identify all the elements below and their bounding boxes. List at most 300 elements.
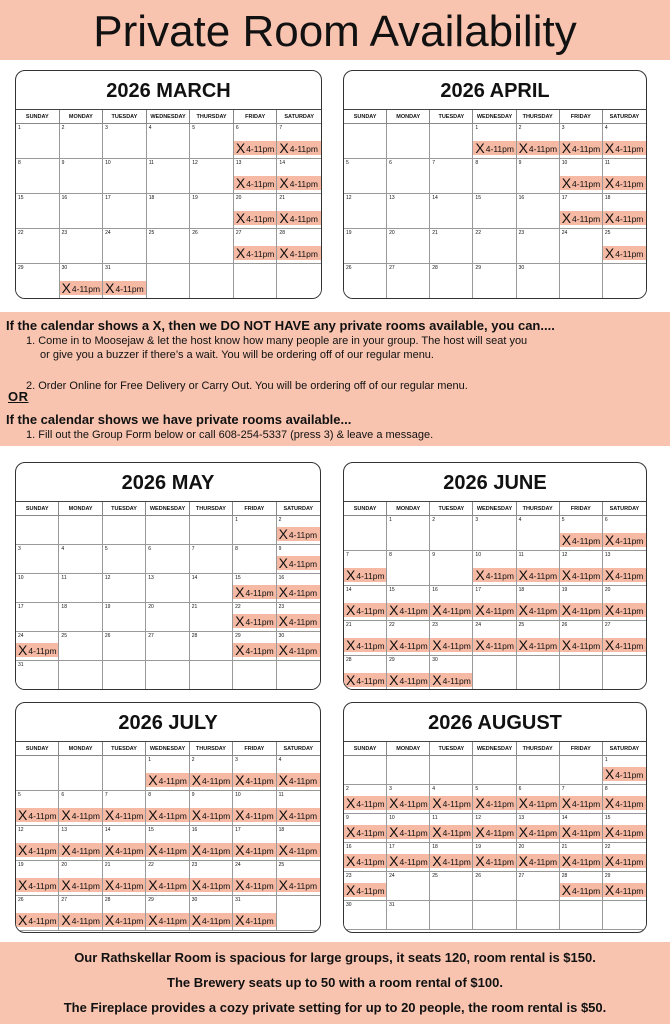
x-mark-icon: X <box>279 140 289 156</box>
calendar-day <box>344 586 387 621</box>
x-mark-icon: X <box>561 853 572 869</box>
x-mark-icon: X <box>432 853 442 869</box>
calendar-day <box>344 814 387 843</box>
calendar-day <box>387 264 430 299</box>
booked-time: 4-11pm <box>615 828 644 838</box>
booked-time: 4-11pm <box>572 641 601 651</box>
booked-time: 4-11pm <box>71 284 101 294</box>
day-number: 18 <box>518 587 525 593</box>
day-number: 18 <box>432 844 438 850</box>
day-number: 29 <box>475 265 481 271</box>
calendar-day <box>16 896 59 931</box>
booked-tag <box>146 913 188 927</box>
calendar-day <box>190 574 233 603</box>
booked-tag <box>146 878 188 892</box>
x-mark-icon: X <box>346 567 356 583</box>
x-mark-icon: X <box>604 766 615 782</box>
booked-time: 4-11pm <box>202 811 231 821</box>
calendar-grid <box>344 109 646 299</box>
day-number: 6 <box>604 517 608 523</box>
calendar-empty-cell <box>517 756 560 785</box>
booked-time: 4-11pm <box>485 144 514 154</box>
booked-tag <box>234 141 277 155</box>
booked-time: 4-11pm <box>115 916 144 926</box>
booked-time: 4-11pm <box>485 799 514 809</box>
calendar-empty-cell <box>603 264 646 299</box>
day-number: 1 <box>18 125 21 131</box>
day-number: 16 <box>518 195 525 201</box>
x-mark-icon: X <box>279 245 289 261</box>
day-number: 15 <box>18 195 24 201</box>
booked-tag <box>603 568 646 582</box>
availability-instructions <box>0 312 670 446</box>
booked-time: 4-11pm <box>158 916 187 926</box>
calendar-day <box>430 656 473 690</box>
calendar-day <box>103 264 147 299</box>
day-number: 20 <box>235 195 242 201</box>
booked-tag <box>234 246 277 260</box>
calendar-day <box>147 124 191 159</box>
calendar-day <box>473 516 516 551</box>
calendar-day <box>277 791 320 826</box>
booked-tag <box>233 585 275 599</box>
booked-tag <box>387 825 429 839</box>
calendar-day <box>344 656 387 690</box>
calendar-day <box>430 814 473 843</box>
booked-time: 4-11pm <box>158 881 187 891</box>
day-number: 20 <box>389 230 395 236</box>
fireplace-room-info: The Fireplace provides a cozy private setting for up to 20 people, the room rental is $50. <box>63 1000 607 1015</box>
calendar-day <box>473 264 516 299</box>
calendar-day <box>473 229 516 264</box>
calendar-day <box>517 159 560 194</box>
booked-time: 4-11pm <box>245 811 274 821</box>
calendar-day <box>560 785 603 814</box>
booked-tag <box>603 854 646 868</box>
day-number: 26 <box>104 633 111 639</box>
weekday-header: SUNDAY <box>344 110 387 124</box>
booked-tag <box>344 638 386 652</box>
calendar-empty-cell <box>430 901 473 930</box>
calendar-day <box>234 159 278 194</box>
booked-tag <box>517 141 559 155</box>
calendar-day <box>387 194 430 229</box>
calendar-day <box>16 574 59 603</box>
booked-time: 4-11pm <box>615 886 644 896</box>
booked-time: 4-11pm <box>442 606 471 616</box>
calendar-day <box>147 159 191 194</box>
booked-time: 4-11pm <box>528 828 558 838</box>
booked-tag <box>603 883 646 897</box>
booked-tag <box>473 854 515 868</box>
x-mark-icon: X <box>278 584 288 600</box>
booked-tag <box>473 638 515 652</box>
calendar-empty-cell <box>344 756 387 785</box>
day-number: 29 <box>18 265 24 271</box>
booked-tag <box>344 883 386 897</box>
booked-time: 4-11pm <box>442 676 471 686</box>
x-mark-icon: X <box>604 567 615 583</box>
x-mark-icon: X <box>518 824 528 840</box>
x-mark-icon: X <box>278 877 288 893</box>
booked-tag <box>344 854 386 868</box>
calendar-day <box>103 159 147 194</box>
x-mark-icon: X <box>346 824 356 840</box>
x-mark-icon: X <box>432 672 442 688</box>
day-number: 5 <box>475 786 479 792</box>
booked-tag <box>277 556 320 570</box>
booked-time: 4-11pm <box>202 776 231 786</box>
calendar-day <box>190 194 234 229</box>
calendar-day <box>59 632 102 661</box>
x-mark-icon: X <box>604 175 615 191</box>
calendar-day <box>277 603 320 632</box>
calendar-day <box>16 603 59 632</box>
calendar-day <box>430 843 473 872</box>
calendar-empty-cell <box>560 901 603 930</box>
booked-tag <box>59 808 101 822</box>
booked-tag <box>277 808 320 822</box>
calendar-day <box>603 194 646 229</box>
day-number: 15 <box>604 815 611 821</box>
booked-tag <box>233 878 275 892</box>
day-number: 4 <box>518 517 522 523</box>
booked-tag <box>387 796 429 810</box>
x-mark-icon: X <box>475 795 485 811</box>
booked-time: 4-11pm <box>289 214 318 224</box>
day-number: 17 <box>389 844 395 850</box>
day-number: 14 <box>346 587 352 593</box>
weekday-header: TUESDAY <box>103 502 146 516</box>
calendar-day <box>560 586 603 621</box>
booked-tag <box>16 643 58 657</box>
day-number: 16 <box>191 827 198 833</box>
booked-time: 4-11pm <box>528 641 558 651</box>
calendar-day <box>344 901 387 930</box>
booked-time: 4-11pm <box>356 886 385 896</box>
x-mark-icon: X <box>604 637 615 653</box>
day-number: 31 <box>18 662 24 668</box>
calendar-day <box>344 872 387 901</box>
day-number: 28 <box>561 873 568 879</box>
page-title: Private Room Availability <box>93 7 577 56</box>
calendar-day <box>430 586 473 621</box>
day-number: 11 <box>278 792 284 798</box>
x-mark-icon: X <box>191 842 202 858</box>
booked-tag <box>517 638 559 652</box>
x-mark-icon: X <box>346 637 356 653</box>
booked-tag <box>560 211 602 225</box>
day-number: 30 <box>432 657 438 663</box>
calendar-day <box>430 621 473 656</box>
day-number: 7 <box>432 160 436 166</box>
day-number: 6 <box>235 125 239 131</box>
calendar-day <box>517 264 560 299</box>
calendar-day <box>473 586 516 621</box>
booked-time: 4-11pm <box>28 846 57 856</box>
booked-tag <box>277 141 321 155</box>
day-number: 17 <box>561 195 568 201</box>
booked-time: 4-11pm <box>615 571 644 581</box>
booked-time: 4-11pm <box>399 857 428 867</box>
calendar-day <box>233 603 276 632</box>
day-number: 20 <box>61 862 67 868</box>
booked-tag <box>560 141 602 155</box>
calendar-day <box>16 229 60 264</box>
x-mark-icon: X <box>475 602 485 618</box>
room-rental-info <box>0 942 670 1024</box>
calendar-august <box>343 702 647 933</box>
calendar-day <box>344 264 387 299</box>
day-number: 16 <box>278 575 285 581</box>
calendar-day <box>387 229 430 264</box>
booked-time: 4-11pm <box>245 776 274 786</box>
calendar-day <box>387 814 430 843</box>
booked-time: 4-11pm <box>615 641 644 651</box>
calendar-day <box>473 194 516 229</box>
day-number: 30 <box>191 897 198 903</box>
booked-tag <box>560 825 602 839</box>
calendar-day <box>60 159 104 194</box>
weekday-header: SATURDAY <box>603 110 646 124</box>
day-number: 2 <box>191 757 195 763</box>
calendar-day <box>430 229 473 264</box>
x-mark-icon: X <box>561 637 572 653</box>
heading-rooms-available: If the calendar shows we have private rooms available... <box>6 412 352 427</box>
day-number: 31 <box>389 902 395 908</box>
booked-time: 4-11pm <box>246 179 275 189</box>
day-number: 25 <box>278 862 285 868</box>
booked-time: 4-11pm <box>399 641 428 651</box>
calendar-day <box>387 656 430 690</box>
day-number: 16 <box>61 195 68 201</box>
booked-tag <box>603 825 646 839</box>
day-number: 6 <box>61 792 65 798</box>
day-number: 19 <box>561 587 568 593</box>
calendar-title: 2026 JULY <box>118 712 218 734</box>
x-mark-icon: X <box>148 877 158 893</box>
booked-time: 4-11pm <box>572 886 601 896</box>
day-number: 27 <box>148 633 154 639</box>
calendar-empty-cell <box>234 264 278 299</box>
booked-tag <box>103 878 145 892</box>
booked-tag <box>560 568 602 582</box>
day-number: 20 <box>518 844 525 850</box>
x-mark-icon: X <box>235 613 245 629</box>
calendar-june <box>343 462 647 690</box>
x-mark-icon: X <box>105 280 115 296</box>
calendar-empty-cell <box>16 516 59 545</box>
day-number: 7 <box>191 546 195 552</box>
calendar-day <box>277 756 320 791</box>
x-mark-icon: X <box>346 882 356 898</box>
day-number: 24 <box>475 622 481 628</box>
x-mark-icon: X <box>346 795 356 811</box>
weekday-header: MONDAY <box>387 502 430 516</box>
calendar-day <box>103 124 147 159</box>
weekday-header: THURSDAY <box>190 502 233 516</box>
booked-time: 4-11pm <box>158 776 187 786</box>
booked-tag <box>190 808 232 822</box>
booked-tag <box>603 176 646 190</box>
x-mark-icon: X <box>104 912 115 928</box>
calendar-day <box>103 632 146 661</box>
calendar-day <box>473 872 516 901</box>
calendar-day <box>234 229 278 264</box>
day-number: 23 <box>191 862 198 868</box>
calendar-day <box>190 756 233 791</box>
booked-time: 4-11pm <box>288 881 318 891</box>
booked-tag <box>233 808 275 822</box>
x-mark-icon: X <box>235 210 246 226</box>
day-number: 14 <box>432 195 438 201</box>
calendar-day <box>387 843 430 872</box>
calendar-empty-cell <box>277 661 320 690</box>
booked-time: 4-11pm <box>288 530 318 540</box>
calendar-day <box>59 896 102 931</box>
booked-tag <box>473 603 515 617</box>
calendar-day <box>517 872 560 901</box>
day-number: 3 <box>389 786 392 792</box>
day-number: 2 <box>278 517 282 523</box>
calendar-day <box>233 826 276 861</box>
booked-tag <box>430 854 472 868</box>
day-number: 28 <box>279 230 285 236</box>
calendar-day <box>344 159 387 194</box>
calendar-day <box>473 814 516 843</box>
booked-time: 4-11pm <box>71 881 100 891</box>
booked-tag <box>560 638 602 652</box>
calendar-day <box>387 551 430 586</box>
x-mark-icon: X <box>475 824 485 840</box>
brewery-room-info: The Brewery seats up to 50 with a room rental of $100. <box>167 975 503 990</box>
calendar-day <box>277 632 320 661</box>
calendar-day <box>233 545 276 574</box>
day-number: 18 <box>148 195 155 201</box>
calendar-day <box>60 229 104 264</box>
day-number: 10 <box>18 575 24 581</box>
calendar-grid <box>344 501 646 690</box>
day-number: 13 <box>389 195 395 201</box>
booked-tag <box>234 211 277 225</box>
calendar-day <box>190 791 233 826</box>
calendar-day <box>603 516 646 551</box>
booked-tag <box>387 638 429 652</box>
day-number: 2 <box>346 786 349 792</box>
calendar-day <box>59 861 102 896</box>
booked-tag <box>59 843 101 857</box>
x-mark-icon: X <box>278 842 288 858</box>
day-number: 29 <box>148 897 154 903</box>
day-number: 22 <box>235 604 241 610</box>
day-number: 27 <box>389 265 395 271</box>
day-number: 25 <box>518 622 525 628</box>
booked-time: 4-11pm <box>158 811 187 821</box>
booked-tag <box>146 808 188 822</box>
calendar-day <box>603 814 646 843</box>
booked-time: 4-11pm <box>289 249 318 259</box>
day-number: 21 <box>432 230 438 236</box>
x-mark-icon: X <box>278 526 288 542</box>
calendar-empty-cell <box>59 661 102 690</box>
calendar-empty-cell <box>59 516 102 545</box>
x-mark-icon: X <box>604 795 615 811</box>
day-number: 8 <box>18 160 21 166</box>
weekday-header: WEDNESDAY <box>146 502 189 516</box>
calendar-day <box>603 586 646 621</box>
x-mark-icon: X <box>18 807 28 823</box>
day-number: 29 <box>235 633 241 639</box>
booked-tag <box>517 568 559 582</box>
calendar-day <box>430 785 473 814</box>
calendar-day <box>517 551 560 586</box>
heading-no-rooms: If the calendar shows a X, then we DO NOT HAVE any private rooms available, you can.... <box>6 318 555 333</box>
x-mark-icon: X <box>235 584 245 600</box>
x-mark-icon: X <box>18 842 28 858</box>
weekday-header: SATURDAY <box>277 110 321 124</box>
booked-time: 4-11pm <box>615 536 644 546</box>
booked-time: 4-11pm <box>399 799 428 809</box>
day-number: 8 <box>235 546 238 552</box>
day-number: 14 <box>191 575 198 581</box>
day-number: 10 <box>475 552 481 558</box>
booked-tag <box>473 141 515 155</box>
calendar-day <box>16 264 60 299</box>
x-mark-icon: X <box>346 672 356 688</box>
day-number: 2 <box>518 125 522 131</box>
booked-tag <box>103 913 145 927</box>
booked-tag <box>560 883 602 897</box>
x-mark-icon: X <box>432 795 442 811</box>
calendar-title: 2026 APRIL <box>440 80 550 102</box>
booked-tag <box>59 878 101 892</box>
day-number: 9 <box>518 160 522 166</box>
calendar-day <box>277 124 321 159</box>
calendar-day <box>430 159 473 194</box>
day-number: 8 <box>148 792 152 798</box>
booked-tag <box>603 796 646 810</box>
day-number: 30 <box>278 633 285 639</box>
booked-time: 4-11pm <box>356 676 385 686</box>
weekday-header: WEDNESDAY <box>146 742 189 756</box>
calendar-day <box>59 545 102 574</box>
booked-tag <box>146 843 188 857</box>
x-mark-icon: X <box>235 842 245 858</box>
booked-tag <box>146 773 188 787</box>
calendar-title: 2026 AUGUST <box>428 712 562 734</box>
day-number: 15 <box>389 587 395 593</box>
booked-tag <box>517 825 559 839</box>
booked-time: 4-11pm <box>288 559 318 569</box>
booked-time: 4-11pm <box>71 811 100 821</box>
booked-time: 4-11pm <box>572 179 601 189</box>
booked-tag <box>190 878 232 892</box>
booked-tag <box>59 913 101 927</box>
booked-tag <box>16 913 58 927</box>
x-mark-icon: X <box>561 140 572 156</box>
booked-time: 4-11pm <box>528 606 558 616</box>
booked-tag <box>603 533 646 547</box>
day-number: 17 <box>18 604 24 610</box>
calendar-april <box>343 70 647 299</box>
calendar-day <box>517 785 560 814</box>
calendar-empty-cell <box>560 756 603 785</box>
calendar-day <box>560 194 603 229</box>
x-mark-icon: X <box>235 772 245 788</box>
weekday-header: SUNDAY <box>16 742 59 756</box>
x-mark-icon: X <box>604 532 615 548</box>
day-number: 12 <box>18 827 24 833</box>
